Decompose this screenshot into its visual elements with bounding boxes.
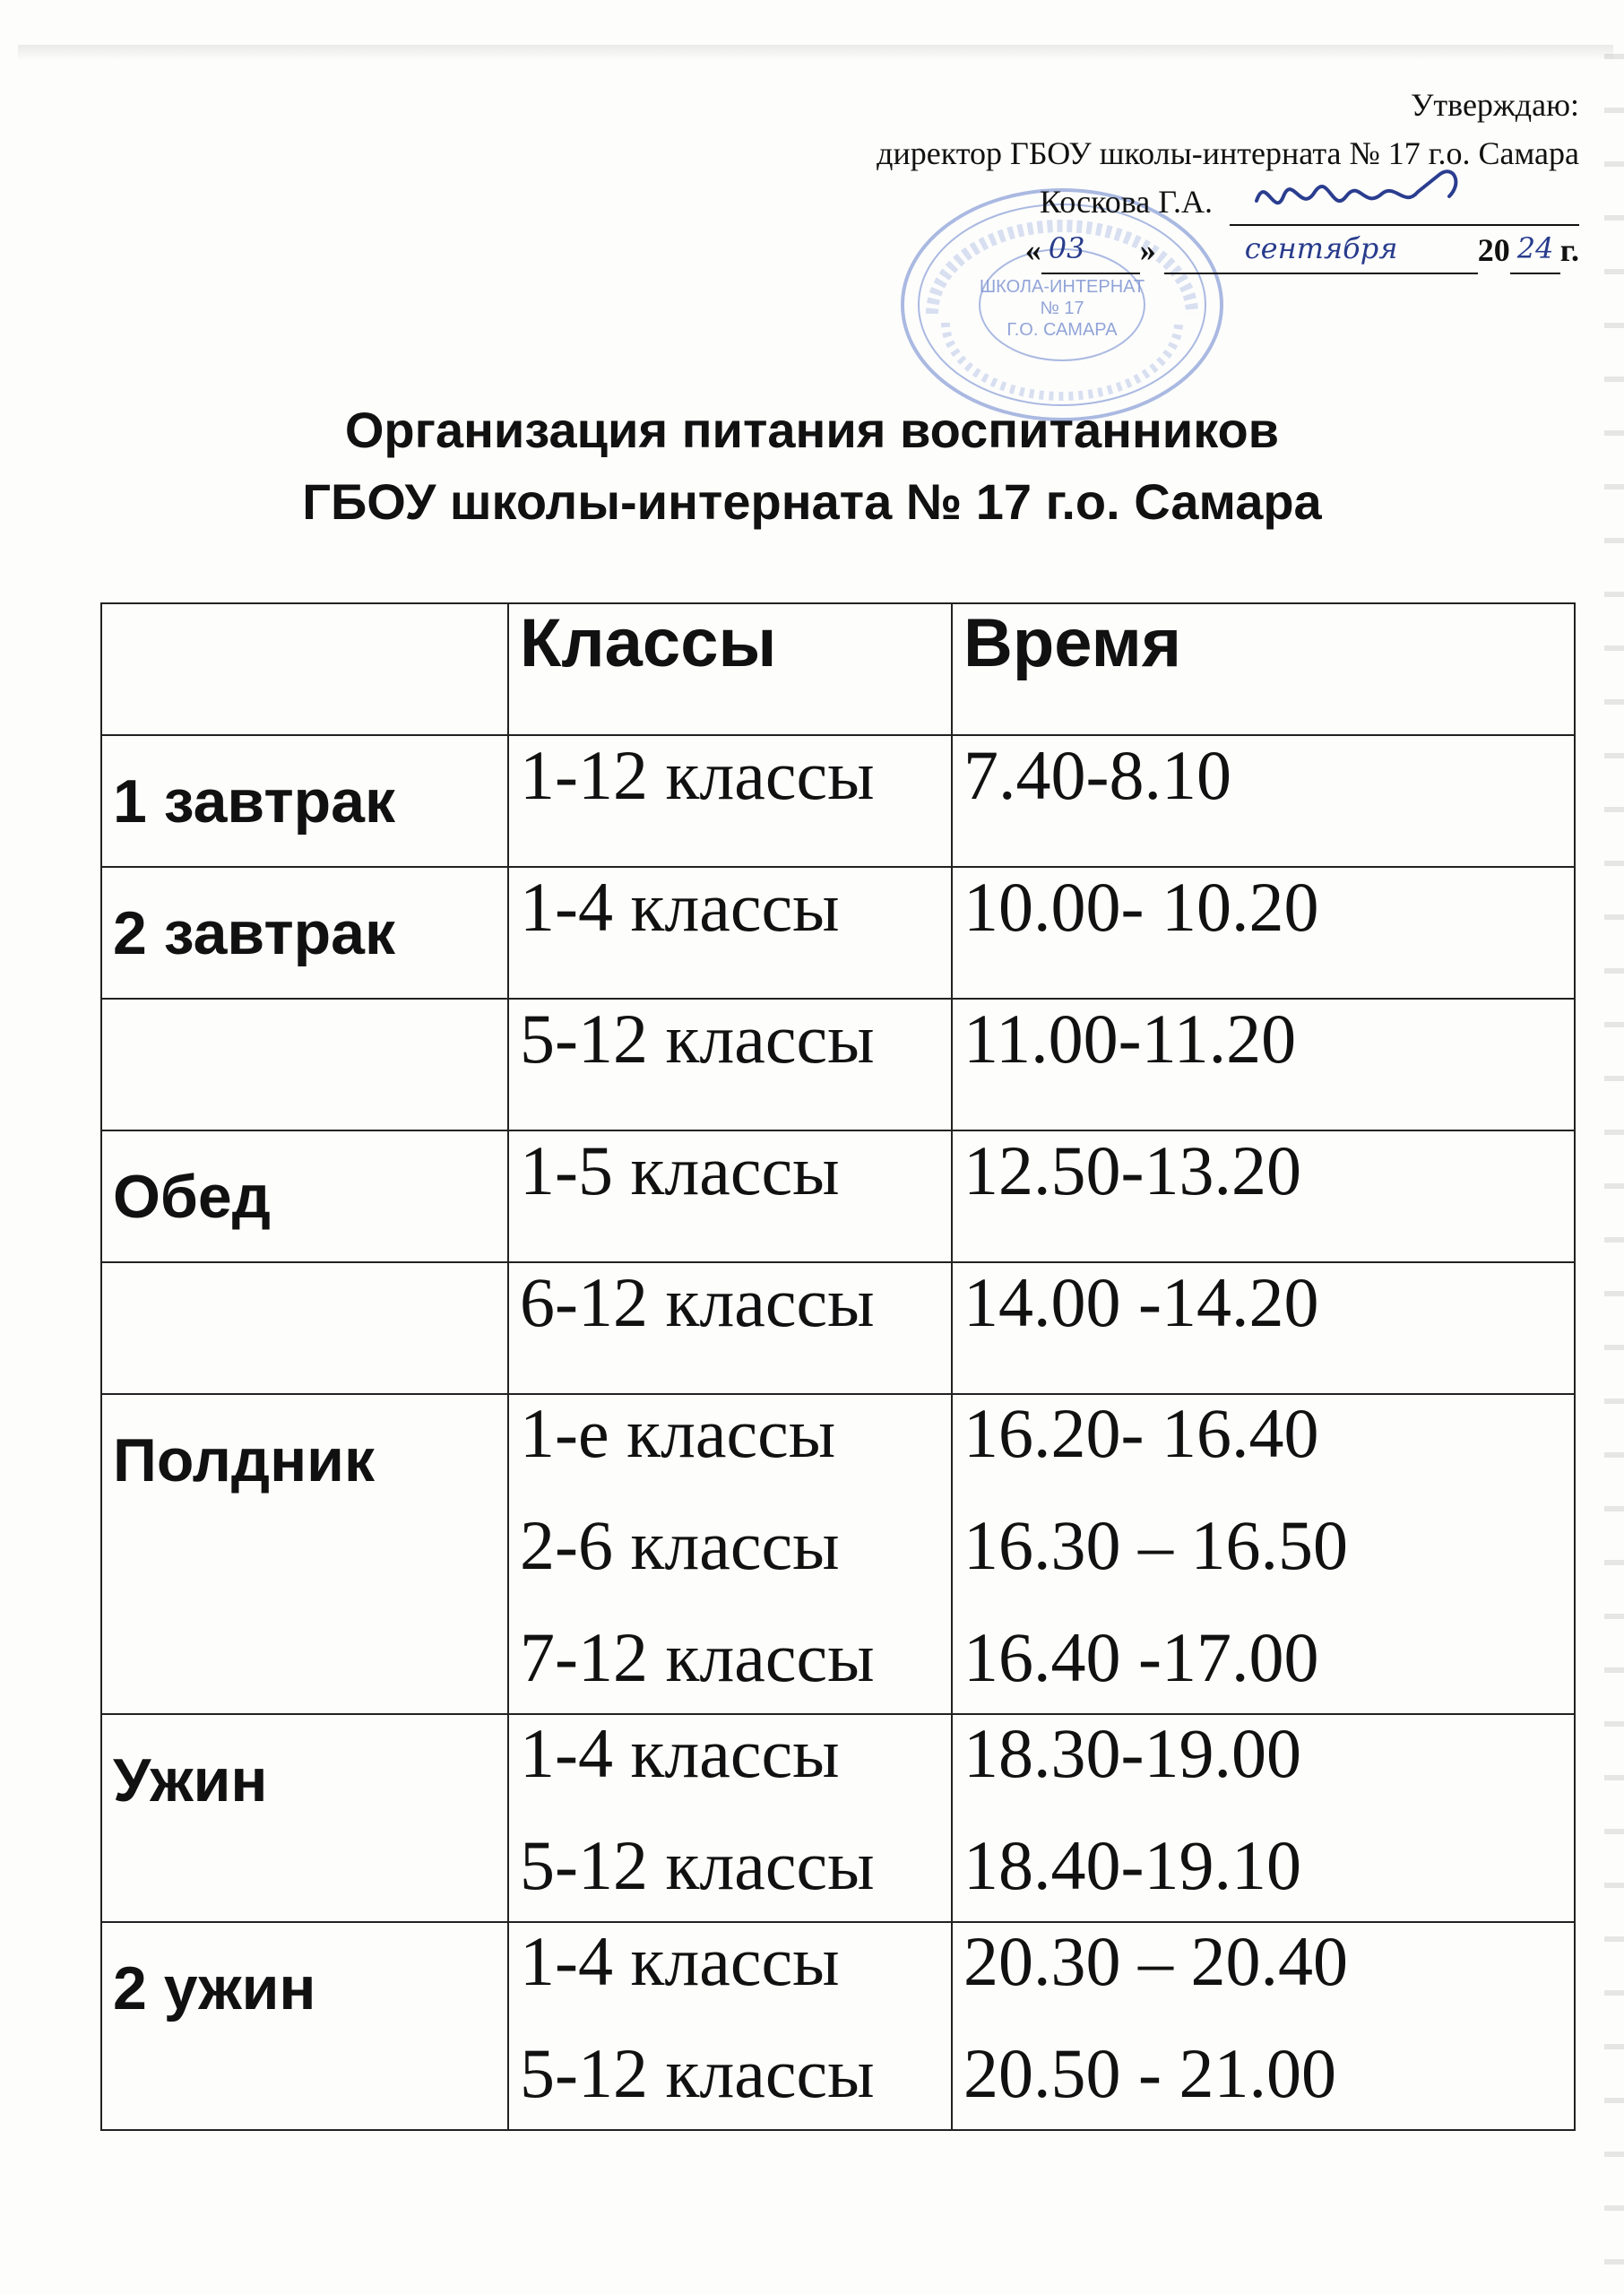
table-row [101, 867, 1575, 999]
table-row [101, 1262, 1575, 1394]
director-name: Коскова Г.А. [1039, 184, 1213, 220]
classes-value: 1-12 классы [520, 736, 875, 814]
page-title [0, 394, 1624, 538]
date-open-quote: « [1024, 232, 1041, 268]
classes-value: 7-12 классы [520, 1618, 875, 1696]
time-cell [952, 867, 1575, 999]
meal-schedule-table [100, 602, 1576, 2131]
classes-value: 5-12 классы [520, 1826, 875, 1904]
svg-text:ШКОЛА-ИНТЕРНАТ: ШКОЛА-ИНТЕРНАТ [979, 277, 1145, 297]
time-cell [952, 999, 1575, 1130]
approve-label: Утверждаю: [1410, 87, 1579, 123]
classes-value: 1-4 классы [520, 1922, 840, 2000]
director-position: директор ГБОУ школы-интерната № 17 г.о. Самара [877, 135, 1579, 171]
time-cell [952, 735, 1575, 867]
time-value: 20.50 - 21.00 [963, 2034, 1336, 2112]
date-day-field [1041, 231, 1140, 274]
date-day: 03 [1048, 231, 1085, 265]
classes-cell [508, 1130, 952, 1262]
time-cell [952, 1714, 1575, 1922]
date-year-field [1510, 231, 1560, 274]
classes-value: 1-е классы [520, 1394, 836, 1472]
time-value: 7.40-8.10 [963, 736, 1231, 814]
classes-value: 2-6 классы [520, 1506, 840, 1584]
meal-cell: 2 завтрак [101, 867, 508, 999]
meal-cell: 1 завтрак [101, 735, 508, 867]
table-row [101, 735, 1575, 867]
classes-cell [508, 867, 952, 999]
time-value: 11.00-11.20 [963, 1000, 1297, 1078]
time-value: 12.50-13.20 [963, 1131, 1301, 1209]
classes-value: 1-4 классы [520, 1714, 840, 1792]
classes-value: 5-12 классы [520, 2034, 875, 2112]
classes-value: 5-12 классы [520, 1000, 875, 1078]
date-year-unit: г. [1559, 232, 1579, 268]
time-cell [952, 1130, 1575, 1262]
meal-cell: Ужин [101, 1714, 508, 1922]
time-value: 16.30 – 16.50 [963, 1506, 1348, 1584]
meal-cell [101, 1262, 508, 1394]
svg-text:№ 17: № 17 [1040, 299, 1084, 318]
table-row [101, 1130, 1575, 1262]
classes-cell [508, 1394, 952, 1714]
classes-cell [508, 1714, 952, 1922]
table-header-row [101, 603, 1575, 735]
table-row [101, 999, 1575, 1130]
date-year-suffix: 24 [1516, 231, 1554, 265]
title-line-1: Организация питания воспитанников [344, 402, 1280, 458]
meal-cell: Обед [101, 1130, 508, 1262]
time-value: 10.00- 10.20 [963, 868, 1319, 946]
time-cell [952, 1394, 1575, 1714]
title-line-2: ГБОУ школы-интерната № 17 г.о. Самара [302, 473, 1322, 530]
classes-cell [508, 1922, 952, 2130]
date-close-quote: » [1139, 232, 1156, 268]
approval-date [593, 226, 1579, 274]
date-month-field [1164, 231, 1478, 274]
time-value: 16.40 -17.00 [963, 1618, 1319, 1696]
classes-cell [508, 735, 952, 867]
time-value: 16.20- 16.40 [963, 1394, 1319, 1472]
meal-cell: Полдник [101, 1394, 508, 1714]
time-cell [952, 1922, 1575, 2130]
time-value: 20.30 – 20.40 [963, 1922, 1348, 2000]
signature-line [1230, 190, 1579, 226]
header-meal [101, 603, 508, 735]
classes-cell [508, 999, 952, 1130]
classes-value: 6-12 классы [520, 1263, 875, 1341]
header-time: Время [952, 603, 1575, 735]
time-value: 18.30-19.00 [963, 1714, 1301, 1792]
classes-cell [508, 1262, 952, 1394]
classes-value: 1-4 классы [520, 868, 840, 946]
header-classes: Классы [508, 603, 952, 735]
time-cell [952, 1262, 1575, 1394]
table-row [101, 1714, 1575, 1922]
time-value: 18.40-19.10 [963, 1826, 1301, 1904]
date-year-prefix: 20 [1477, 232, 1510, 268]
table-row [101, 1394, 1575, 1714]
table-row [101, 1922, 1575, 2130]
date-month: сентября [1244, 231, 1398, 265]
meal-cell [101, 999, 508, 1130]
svg-text:Г.О. САМАРА: Г.О. САМАРА [1006, 320, 1118, 340]
time-value: 14.00 -14.20 [963, 1263, 1319, 1341]
approval-block [593, 81, 1579, 274]
director-name-line [593, 178, 1579, 226]
signature-icon [1248, 165, 1481, 228]
scan-artifact-right [1604, 54, 1624, 2277]
scan-artifact-top [18, 45, 1613, 61]
meal-cell: 2 ужин [101, 1922, 508, 2130]
classes-value: 1-5 классы [520, 1131, 840, 1209]
